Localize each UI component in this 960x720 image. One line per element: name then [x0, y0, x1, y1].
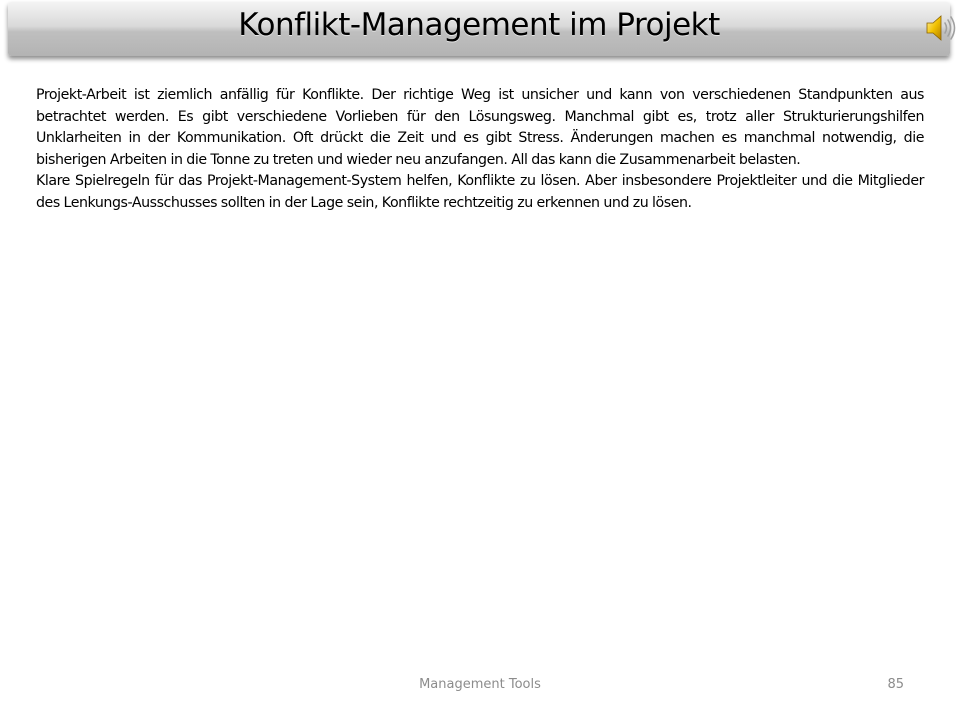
speaker-icon[interactable] — [925, 13, 959, 43]
footer-text: Management Tools — [419, 677, 541, 692]
paragraph-2: Klare Spielregeln für das Projekt-Management-System helfen, Konflikte zu lösen. Aber insbesondere Projektleiter und die Mitglieder des Lenkungs-Ausschusses sollten in der Lage sein, Konflikte rechtzeitig zu erkennen und zu lösen. — [36, 173, 924, 211]
title-bar — [8, 2, 950, 56]
slide-title: Konflikt-Management im Projekt — [238, 7, 720, 43]
page-number: 85 — [887, 677, 904, 692]
body-text — [36, 85, 924, 214]
paragraph-1: Projekt-Arbeit ist ziemlich anfällig für Konflikte. Der richtige Weg ist unsicher und kann von verschiedenen Standpunkten aus betrachtet werden. Es gibt verschiedene Vorlieben für den Lösungsweg. Manchmal gibt es, trotz aller Strukturierungshilfen Unklarheiten in der Kommunikation. Oft drückt die Zeit und es gibt Stress. Änderungen machen es manchmal notwendig, die bisherigen Arbeiten in die Tonne zu treten und wieder neu anzufangen. All das kann die Zusammenarbeit belasten. — [36, 87, 924, 168]
